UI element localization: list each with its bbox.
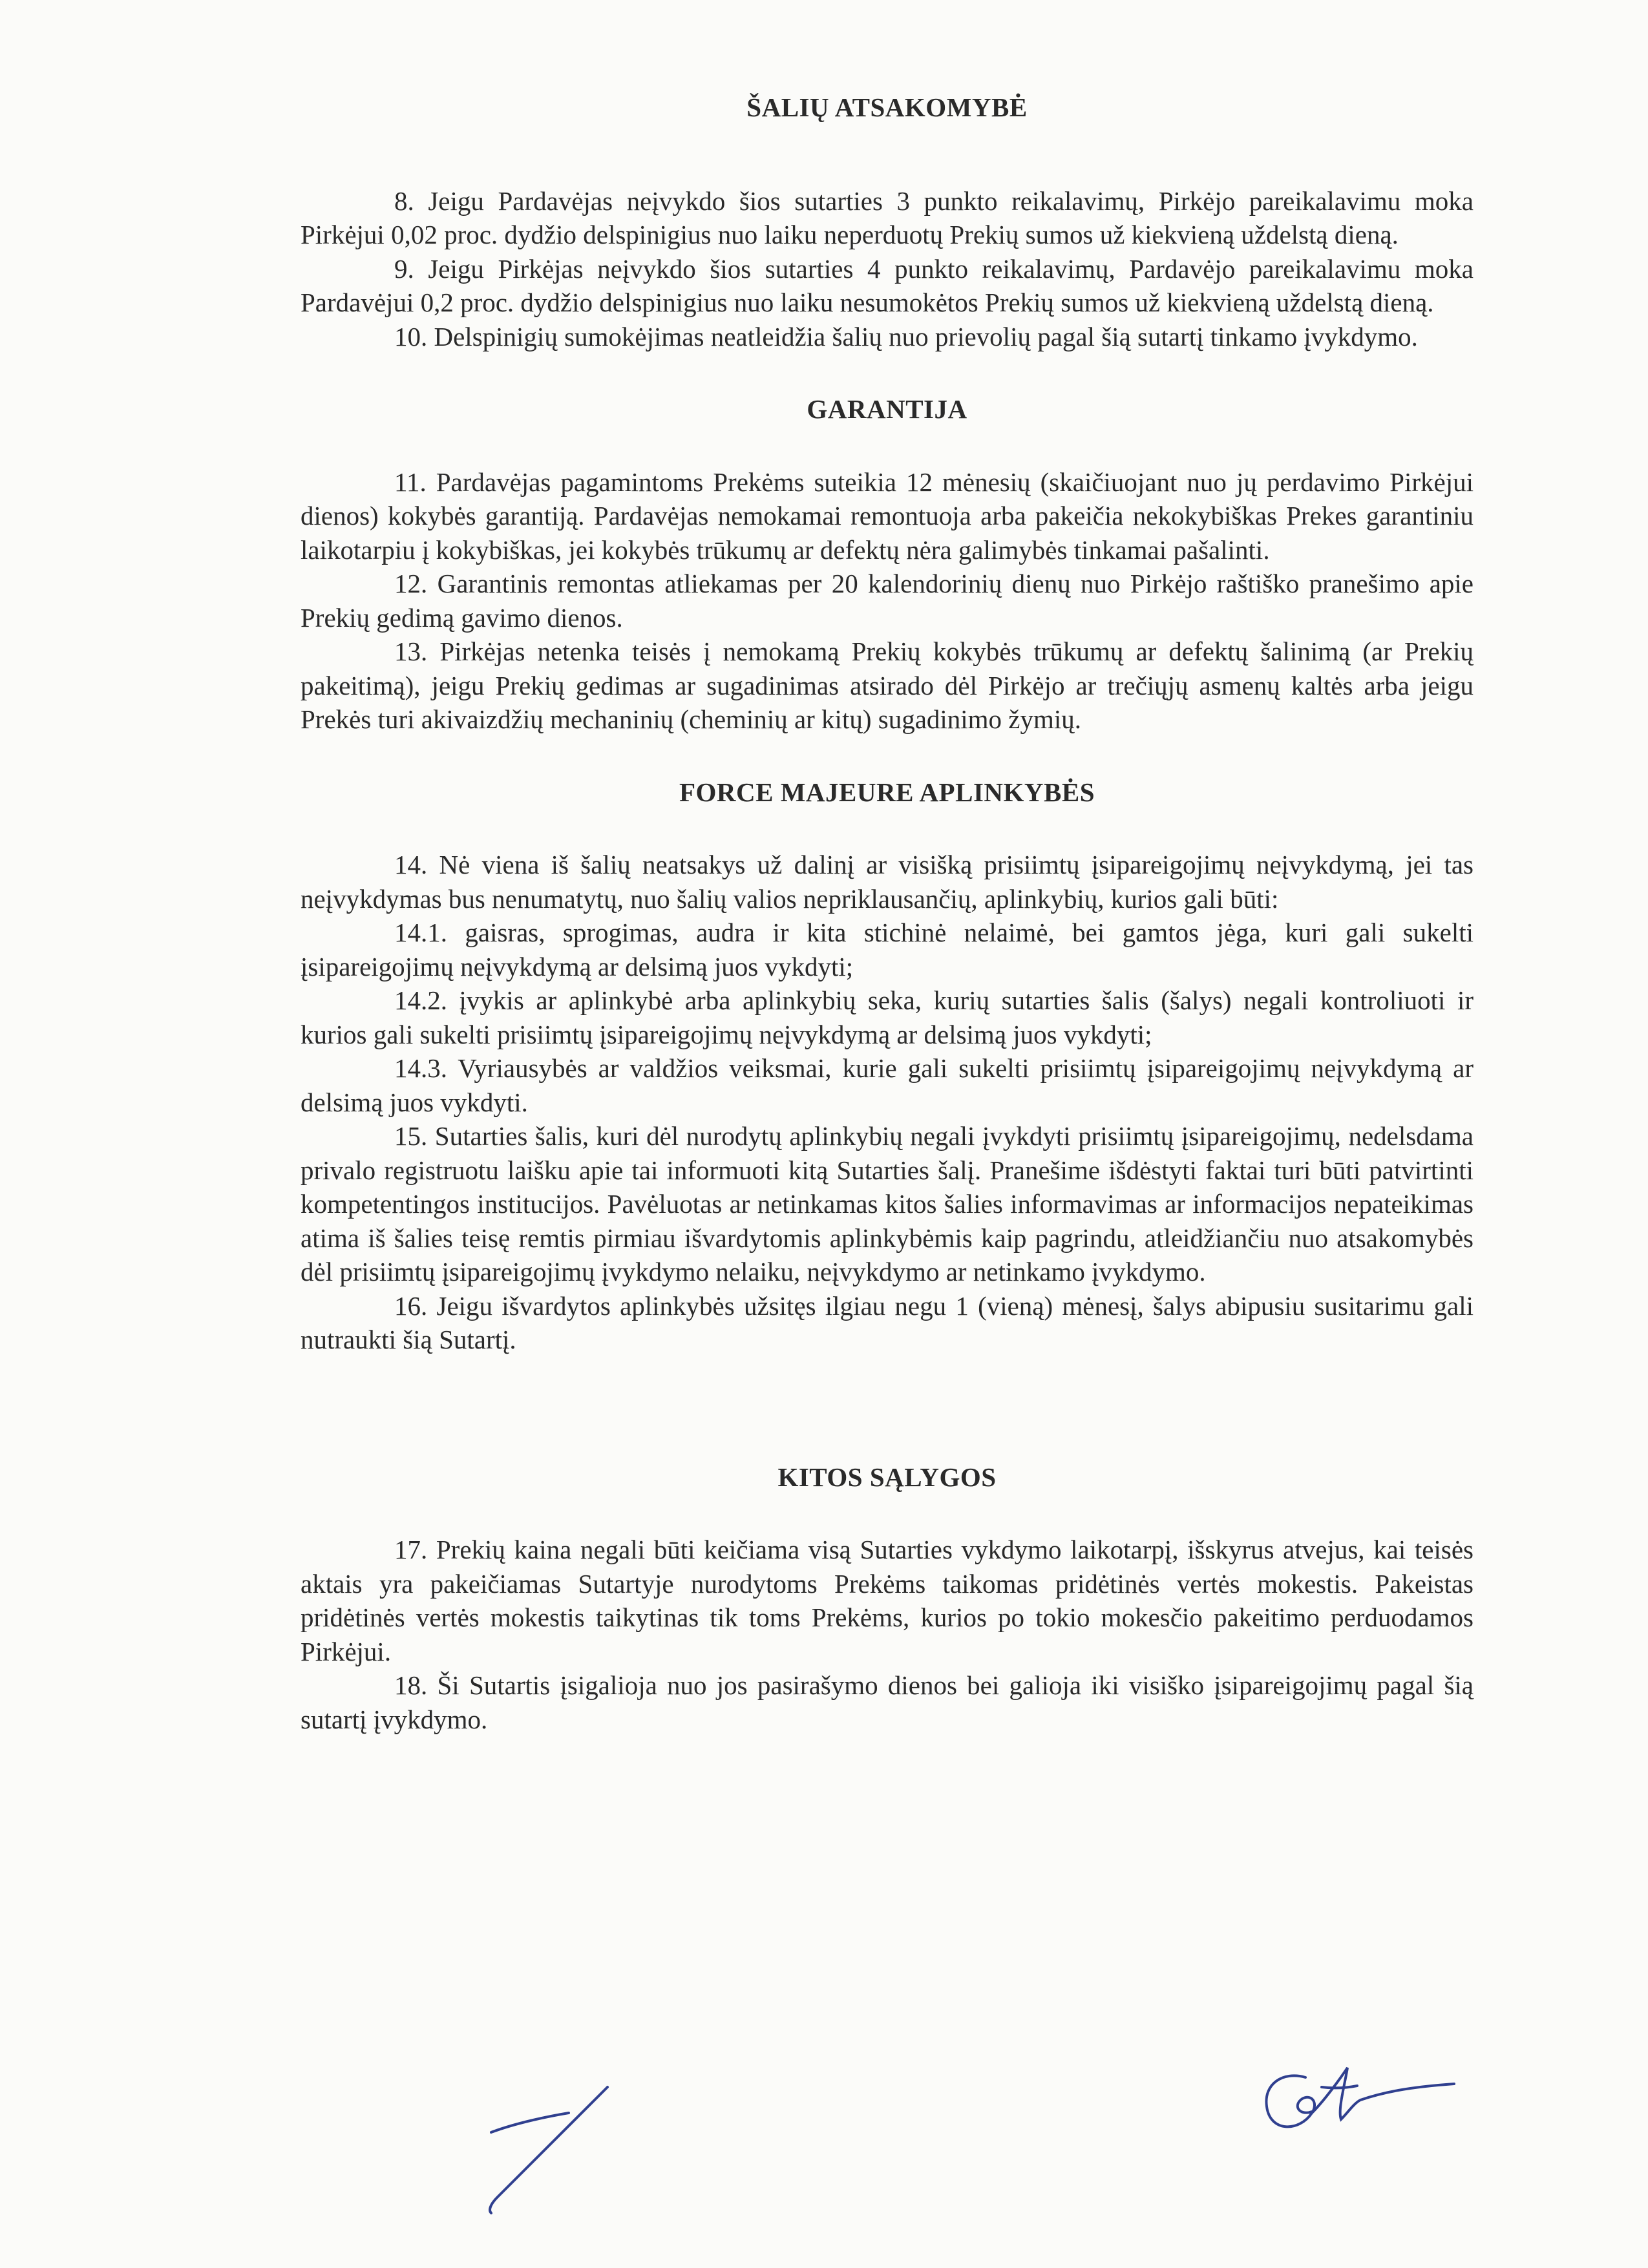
paragraph-17: 17. Prekių kaina negali būti keičiama visą Sutarties vykdymo laikotarpį, išskyrus atvejus, kai teisės aktais yra pakeičiamas Sutartyje nurodytoms Prekėms taikomas pridėtinės vertės mokestis. Pakeistas pridėtinės vertės mokestis taikytinas tik toms Prekėms, kurios po tokio mokesčio pakeitimo perduodamos Pirkėjui. xyxy=(301,1535,1474,1666)
paragraph-14-3: 14.3. Vyriausybės ar valdžios veiksmai, kurie gali sukelti prisiimtų įsipareigojimų neįvykdymą ar delsimą juos vykdyti. xyxy=(301,1053,1474,1117)
paragraph-14: 14. Nė viena iš šalių neatsakys už dalinį ar visišką prisiimtų įsipareigojimų neįvykdymą, jei tas neįvykdymas bus nenumatytų, nuo šalių valios nepriklausančių, aplinkybių, kurios gali būti: xyxy=(301,850,1474,914)
paragraph-15: 15. Sutarties šalis, kuri dėl nurodytų aplinkybių negali įvykdyti prisiimtų įsipareigojimų, nedelsdama privalo registruotu laišku apie tai informuoti kitą Sutarties šalį. Pranešime išdėstyti faktai turi būti patvirtinti kompetentingos institucijos. Pavėluotas ar netinkamas kitos šalies informavimas ar informacijos nepateikimas atima iš šalies teisę remtis pirmiau išvardytomis aplinkybėmis kaip pagrindu, atleidžiančiu nuo atsakomybės dėl prisiimtų įsipareigojimų įvykdymo nelaiku, neįvykdymo ar netinkamo įvykdymo. xyxy=(301,1121,1474,1286)
section-title-warranty: GARANTIJA xyxy=(807,394,967,424)
paragraph-8: 8. Jeigu Pardavėjas neįvykdo šios sutarties 3 punkto reikalavimų, Pirkėjo pareikalavimu moka Pirkėjui 0,02 proc. dydžio delspinigius nuo laiku neperduotų Prekių sumos už kiekvieną uždelstą dieną. xyxy=(301,185,1474,249)
paragraph-11: 11. Pardavėjas pagamintoms Prekėms suteikia 12 mėnesių (skaičiuojant nuo jų perdavimo Pirkėjui dienos) kokybės garantiją. Pardavėjas nemokamai remontuoja arba pakeičia nekokybiškas Prekes garantiniu laikotarpiu į kokybiškas, jei kokybės trūkumų ar defektų nėra galimybės tinkamai pašalinti. xyxy=(301,467,1474,565)
paragraph-14-2: 14.2. įvykis ar aplinkybė arba aplinkybių seka, kurių sutarties šalis (šalys) negali kontroliuoti ir kurios gali sukelti prisiimtų įsipareigojimų neįvykdymą ar delsimą juos vykdyti; xyxy=(301,985,1474,1049)
paragraph-13: 13. Pirkėjas netenka teisės į nemokamą Prekių kokybės trūkumų ar defektų šalinimą (ar Prekių pakeitimą), jeigu Prekių gedimas ar sugadinimas atsirado dėl Pirkėjo ar trečiųjų asmenų kaltės arba jeigu Prekės turi akivaizdžių mechaninių (cheminių ar kitų) sugadinimo žymių. xyxy=(301,636,1474,734)
section-title-liability: ŠALIŲ ATSAKOMYBĖ xyxy=(746,92,1028,122)
paragraph-9: 9. Jeigu Pirkėjas neįvykdo šios sutarties 4 punkto reikalavimų, Pardavėjo pareikalavimu moka Pardavėjui 0,2 proc. dydžio delspinigius nuo laiku nesumokėtos Prekių sumos už kiekvieną uždelstą dieną. xyxy=(301,253,1474,317)
signature-left xyxy=(490,2087,607,2213)
section-title-other-conditions: KITOS SĄLYGOS xyxy=(777,1462,997,1492)
signature-right xyxy=(1266,2068,1454,2126)
section-title-force-majeure: FORCE MAJEURE APLINKYBĖS xyxy=(679,777,1095,807)
paragraph-14-1: 14.1. gaisras, sprogimas, audra ir kita stichinė nelaimė, bei gamtos jėga, kuri gali sukelti įsipareigojimų neįvykdymą ar delsimą juos vykdyti; xyxy=(301,918,1474,982)
paragraph-18: 18. Ši Sutartis įsigalioja nuo jos pasirašymo dienos bei galioja iki visiško įsipareigojimų pagal šią sutartį įvykdymo. xyxy=(301,1670,1474,1734)
paragraph-12: 12. Garantinis remontas atliekamas per 20 kalendorinių dienų nuo Pirkėjo raštiško pranešimo apie Prekių gedimą gavimo dienos. xyxy=(301,569,1474,633)
document-body xyxy=(301,90,1474,1736)
paragraph-16: 16. Jeigu išvardytos aplinkybės užsitęs ilgiau negu 1 (vieną) mėnesį, šalys abipusiu susitarimu gali nutraukti šią Sutartį. xyxy=(301,1290,1474,1354)
paragraph-10: 10. Delspinigių sumokėjimas neatleidžia šalių nuo prievolių pagal šią sutartį tinkamo įvykdymo. xyxy=(394,321,1418,352)
